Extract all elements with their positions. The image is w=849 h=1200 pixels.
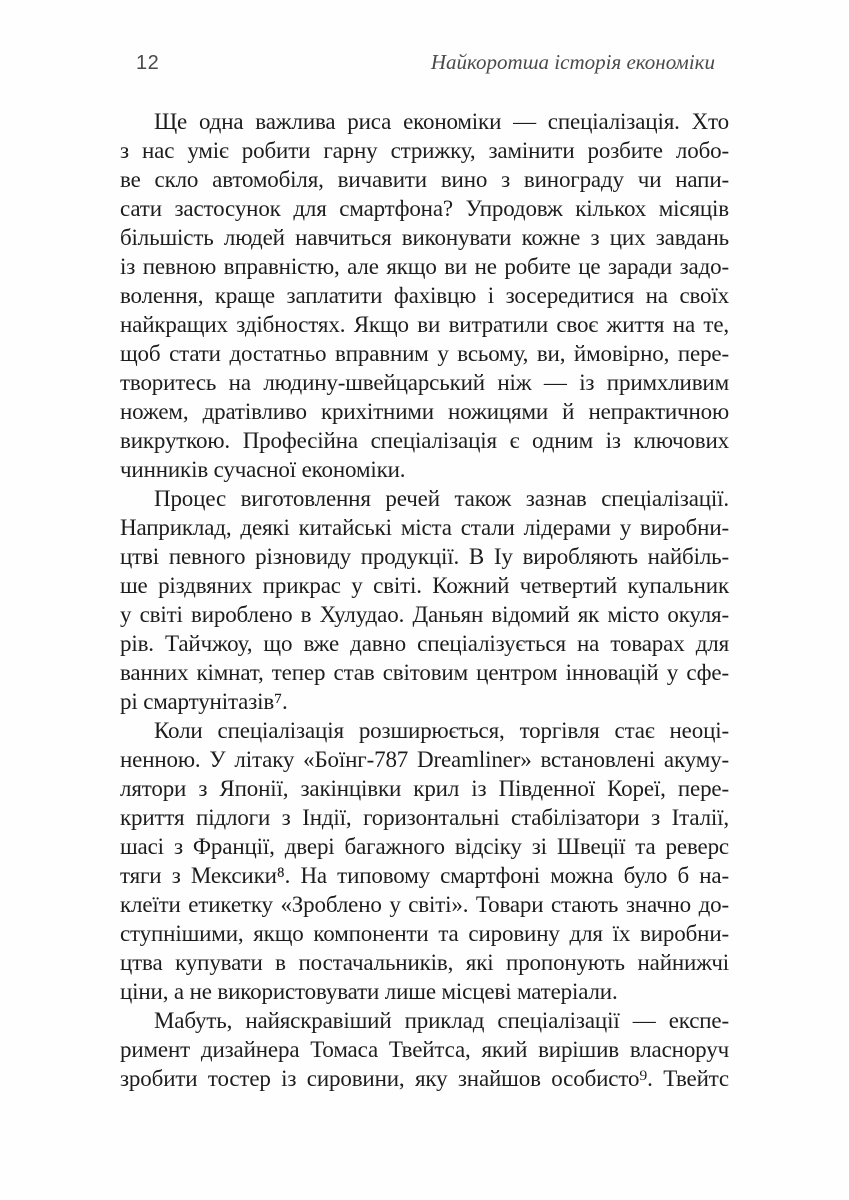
text-line: Коли спеціалізація розширюється, торгівля стає неоці- (154, 718, 729, 743)
text-line: сати застосунок для смартфона? Упродовж кількох місяців (120, 196, 729, 221)
text-line: творитесь на людину-швейцарський ніж — із примхливим (120, 370, 729, 395)
text-line: цтва купувати в постачальників, які пропонують найнижчі (120, 950, 729, 975)
body-text (120, 107, 729, 1093)
text-line: ножем, дратівливо крихітними ножицями й непрактичною (120, 399, 729, 424)
text-line: Процес виготовлення речей також зазнав спеціалізації. (154, 486, 729, 511)
text-line: криття підлоги з Індії, горизонтальні стабілізатори з Італії, (120, 805, 729, 830)
text-line: Ще одна важлива риса економіки — спеціалізація. Хто (154, 109, 729, 134)
text-line: римент дизайнера Томаса Твейтса, який вирішив власноруч (120, 1037, 729, 1062)
text-line: найкращих здібностях. Якщо ви витратили своє життя на те, (120, 312, 729, 337)
text-line: ше різдвяних прикрас у світі. Кожний четвертий купальник (120, 573, 729, 598)
running-head: Найкоротша історія економіки (430, 50, 715, 74)
paragraph (120, 1006, 729, 1093)
paragraph (120, 484, 729, 716)
text-line: зробити тостер із сировини, яку знайшов особисто⁹. Твейтс (120, 1066, 729, 1091)
page-number: 12 (136, 52, 160, 74)
text-line: ванних кімнат, тепер став світовим центром інновацій у сфе- (120, 660, 729, 685)
text-line: волення, краще заплатити фахівцю і зосередитися на своїх (120, 283, 729, 308)
text-line: цтві певного різновиду продукції. В Іу виробляють найбіль- (120, 544, 729, 569)
page-header (136, 50, 715, 75)
text-line: шасі з Франції, двері багажного відсіку зі Швеції та реверс (120, 834, 729, 859)
text-line: більшість людей навчиться виконувати кожне з цих завдань (120, 225, 729, 250)
text-line: клеїти етикетку «Зроблено у світі». Товари стають значно до- (120, 892, 729, 917)
text-line: ступнішими, якщо компоненти та сировину для їх виробни- (120, 921, 729, 946)
text-line: ненною. У літаку «Боїнг-787 Dreamliner» встановлені акуму- (120, 747, 729, 772)
text-line: ціни, а не використовувати лише місцеві матеріали. (120, 979, 618, 1004)
text-line: лятори з Японії, закінцівки крил із Південної Кореї, пере- (120, 776, 729, 801)
text-line: з нас уміє робити гарну стрижку, замінити розбите лобо- (120, 138, 729, 163)
text-line: чинників сучасної економіки. (120, 457, 406, 482)
text-line: викруткою. Професійна спеціалізація є одним із ключових (120, 428, 729, 453)
text-line: Наприклад, деякі китайські міста стали лідерами у виробни- (120, 515, 729, 540)
text-line: із певною вправністю, але якщо ви не робите це заради задо- (120, 254, 729, 279)
text-line: щоб стати достатньо вправним у всьому, ви, ймовірно, пере- (120, 341, 729, 366)
paragraph (120, 716, 729, 1006)
text-line: ве скло автомобіля, вичавити вино з винограду чи напи- (120, 167, 729, 192)
text-line: рі смартунітазів⁷. (120, 689, 288, 714)
text-line: у світі вироблено в Хулудао. Даньян відомий як місто окуля- (120, 602, 729, 627)
text-line: тяги з Мексики⁸. На типовому смартфоні можна було б на- (120, 863, 729, 888)
text-line: Мабуть, найяскравіший приклад спеціалізації — експе- (154, 1008, 729, 1033)
text-line: рів. Тайчжоу, що вже давно спеціалізується на товарах для (120, 631, 729, 656)
paragraph (120, 107, 729, 484)
